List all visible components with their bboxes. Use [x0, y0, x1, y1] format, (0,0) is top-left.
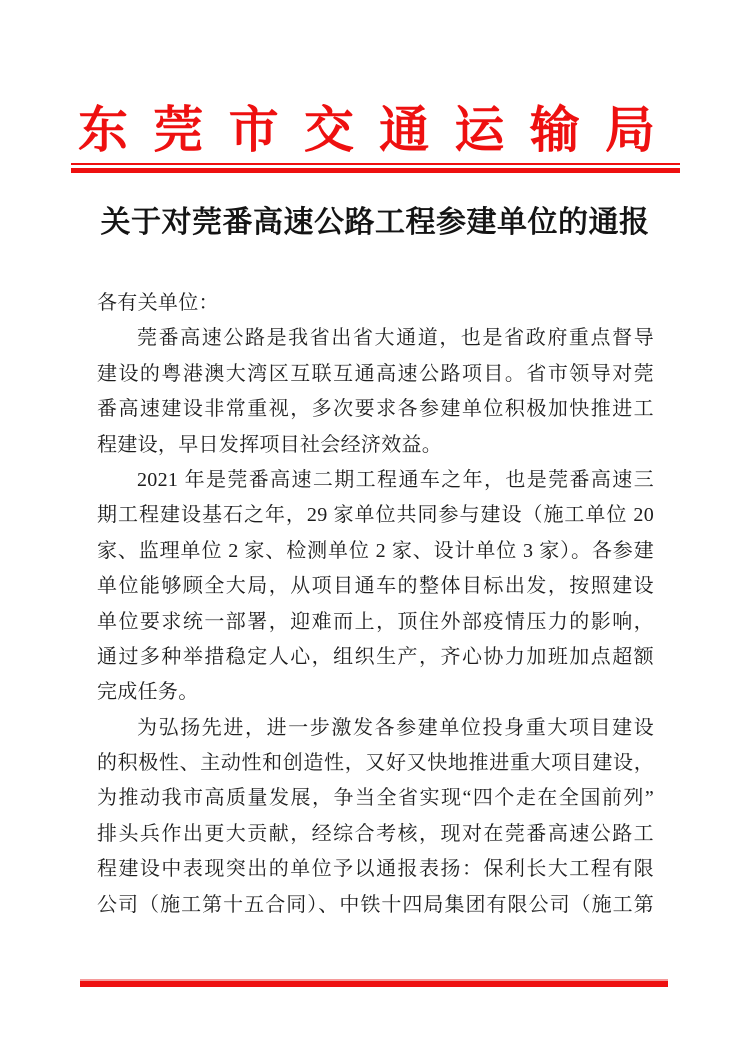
body-line: 程建设，早日发挥项目社会经济效益。 — [97, 433, 443, 456]
document-title: 关于对莞番高速公路工程参建单位的通报 — [100, 206, 650, 239]
document-body — [97, 286, 654, 923]
footer-rule-thick-line — [80, 981, 668, 987]
agency-header-title: 东莞市交通运输局 — [78, 102, 655, 158]
body-line: 通过多种举措稳定人心，组织生产，齐心协力加班加点超额 — [97, 645, 654, 668]
body-line: 莞番高速公路是我省出省大通道，也是省政府重点督导 — [137, 327, 654, 350]
body-line: 为弘扬先进，进一步激发各参建单位投身重大项目建设 — [137, 716, 654, 739]
body-line: 期工程建设基石之年，29 家单位共同参与建设（施工单位 20 — [97, 504, 654, 527]
body-line: 为推动我市高质量发展，争当全省实现“四个走在全国前列” — [97, 787, 654, 810]
body-line-salutation: 各有关单位： — [97, 292, 219, 314]
header-rule-thick-line — [71, 168, 680, 173]
body-line: 公司（施工第十五合同）、中铁十四局集团有限公司（施工第 — [97, 893, 654, 916]
header-red-rule — [71, 163, 680, 173]
body-line: 程建设中表现突出的单位予以通报表扬：保利长大工程有限 — [97, 858, 654, 881]
body-line: 单位能够顾全大局，从项目通车的整体目标出发，按照建设 — [97, 575, 654, 598]
body-line: 家、监理单位 2 家、检测单位 2 家、设计单位 3 家）。各参建 — [97, 539, 654, 562]
body-line: 的积极性、主动性和创造性，又好又快地推进重大项目建设， — [97, 752, 654, 775]
footer-red-rule — [80, 979, 668, 987]
body-line: 完成任务。 — [97, 681, 199, 704]
body-line: 番高速建设非常重视，多次要求各参建单位积极加快推进工 — [97, 398, 654, 421]
body-line: 排头兵作出更大贡献，经综合考核，现对在莞番高速公路工 — [97, 822, 654, 845]
body-line: 2021 年是莞番高速二期工程通车之年，也是莞番高速三 — [137, 468, 654, 491]
body-line: 建设的粤港澳大湾区互联互通高速公路项目。省市领导对莞 — [97, 362, 654, 385]
body-line: 单位要求统一部署，迎难而上，顶住外部疫情压力的影响， — [97, 610, 654, 633]
